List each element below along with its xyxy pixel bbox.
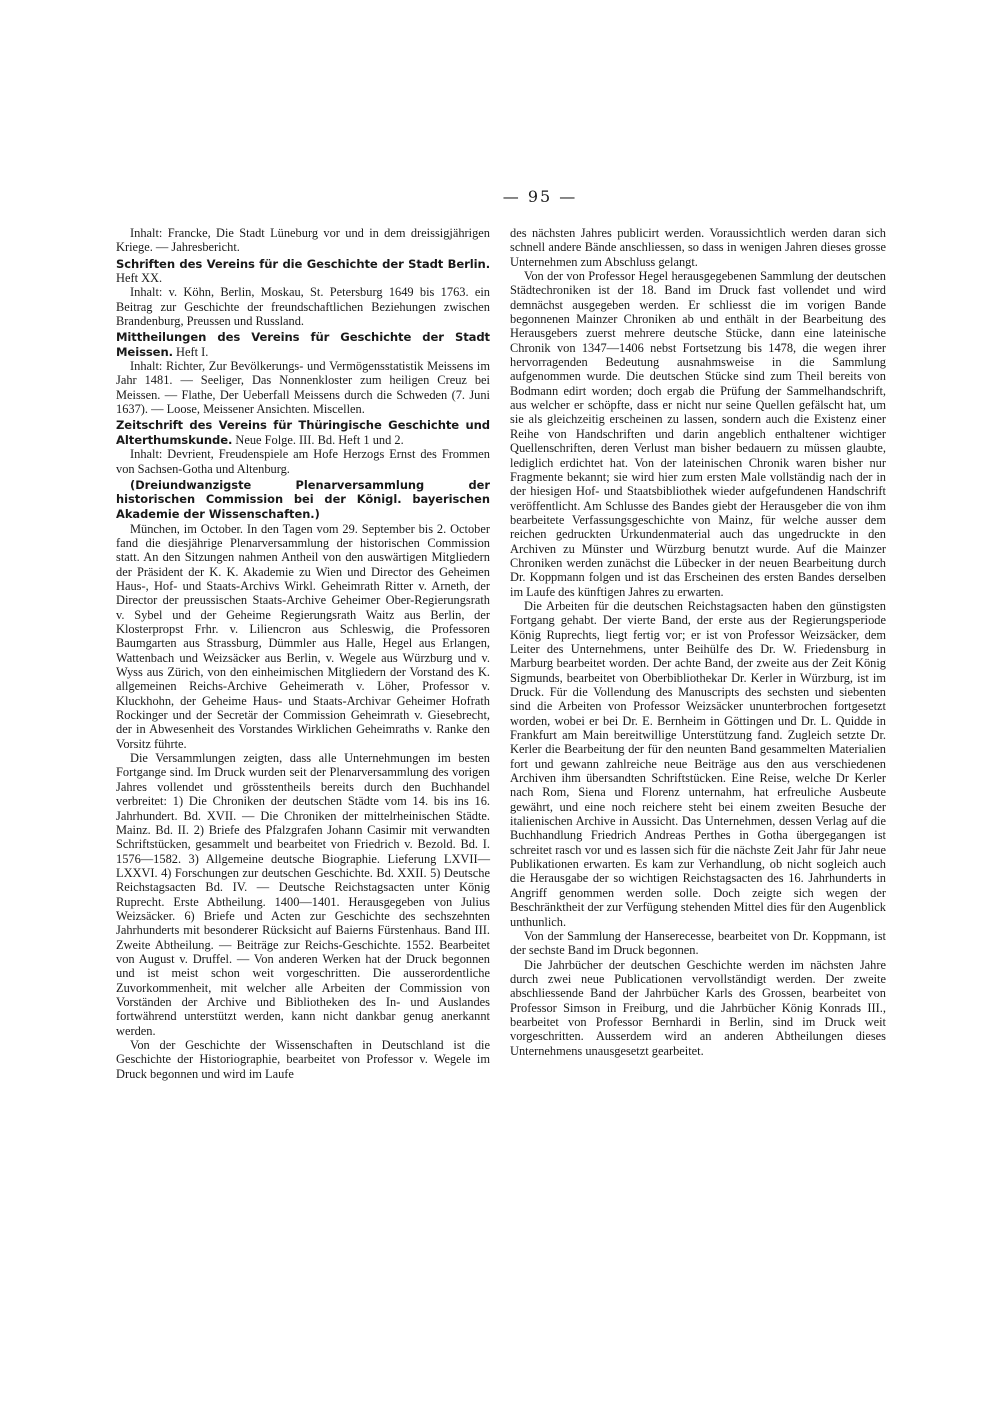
heading-title: Schriften des Vereins für die Geschichte der Stadt Berlin. [116,256,490,271]
page-number: — 95 — [502,187,578,206]
right-column [510,226,886,1058]
heading-detail: Neue Folge. III. Bd. Heft 1 und 2. [232,432,404,447]
paragraph: Inhalt: Devrient, Freudenspiele am Hofe Herzogs Ernst des Frommen von Sachsen-Gotha und Altenburg. [116,447,490,476]
heading-detail: Heft I. [172,344,209,359]
heading-detail: Heft XX. [116,271,163,286]
section-heading [116,257,490,286]
paragraph: Von der Sammlung der Hanserecesse, bearbeitet von Dr. Koppmann, ist der sechste Band im Druck begonnen. [510,928,886,958]
paragraph: Die Jahrbücher der deutschen Geschichte werden im nächsten Jahre durch zwei neue Publicationen vervollständigt werden. Der zweite abschliessende Band der Jahrbücher Karls des Grossen, bearbeitet von Professor Simson in Freiburg, und die Jahrbücher König Konrads III., bearbeitet von Professor Bernhardi in Berlin, sind im Druck weit vorgeschritten. Ausserdem wird an anderen Abtheilungen dieses Unternehmens unausgesetzt gearbeitet. [510,957,886,1058]
paragraph: Von der Geschichte der Wissenschaften in Deutschland ist die Geschichte der Historiographie, bearbeitet von Professor v. Wegele im Druck begonnen und wird im Laufe [116,1038,490,1081]
left-column [116,226,490,1081]
heading-title: Zeitschrift des Vereins für Thüringische Geschichte und Alterthumskunde. [116,418,490,447]
heading-title: Mittheilungen des Vereins für Geschichte der Stadt Meissen. [116,330,490,359]
paragraph: Inhalt: Richter, Zur Bevölkerungs- und Vermögensstatistik Meissens im Jahr 1481. — Seeliger, Das Nonnenkloster zum heiligen Creuz bei Meissen. — Flathe, Der Ueberfall Meissens durch die Schweden (7. Juni 1637). — Loose, Meissener Ansichten. Miscellen. [116,359,490,417]
report-heading: (Dreiundwanzigste Plenarversammlung der historischen Commission bei der Königl. bayerischen Akademie der Wissenschaften.) [116,477,490,522]
paragraph: Inhalt: Francke, Die Stadt Lüneburg vor und in dem dreissigjährigen Kriege. — Jahresbericht. [116,226,490,255]
paragraph: Die Arbeiten für die deutschen Reichstagsacten haben den günstigsten Fortgang gehabt. Der vierte Band, der erste aus der Regierungsperiode König Ruprechts, liegt fertig vor; er ist von Professor Weizsäcker, dem Leiter des Unternehmens, unter Beihülfe des Dr. W. Friedensburg in Marburg bearbeitet worden. Der achte Band, der zweite aus der Zeit König Sigmunds, bearbeitet von Oberbibliothekar Dr. Kerler in Würzburg, ist im Druck. Für die Vollendung des Manuscripts des sechsten und siebenten sind die Arbeiten von Professor Weizsäcker ununterbrochen fortgesetzt worden, wobei er bei Dr. E. Bernheim in Göttingen und Dr. L. Quidde in Frankfurt am Main bereitwillige Unterstützung fand. Zugleich setzte Dr. Kerler die Bearbeitung der für den neunten Band gesammelten Materialien fort und gewann zahlreiche neue Beiträge aus den aus verschiedenen Archiven ihm übersandten Schriftstücken. Eine Reise, welche Dr Kerler nach Rom, Siena und Florenz unternahm, hat erfreuliche Ausbeute gewährt, und eine noch reichere steht bei einem zweiten Besuche der italienischen Archive in Aussicht. Das Unternehmen, dessen Verlag auf die Buchhandlung Friedrich Andreas Perthes in Gotha übergegangen ist schreitet rasch vor und es lassen sich für die nächste Zeit Jahr für Jahr neue Publikationen erwarten. Es kam zur Verhandlung, ob nicht sogleich auch die Herausgabe der so wichtigen Reichstagsacten des 16. Jahrhunderts in Angriff genommen werden solle. Doch zeigte sich wegen der Beschränktheit der zur Verfügung stehenden Mittel dies für den Augenblick unthunlich. [510,598,886,929]
paragraph: Inhalt: v. Köhn, Berlin, Moskau, St. Petersburg 1649 bis 1763. ein Beitrag zur Geschichte der freundschaftlichen Beziehungen zwischen Brandenburg, Preussen und Russland. [116,285,490,329]
paragraph: Von der von Professor Hegel herausgegebenen Sammlung der deutschen Städtechroniken ist der 18. Band im Druck fast vollendet und wird demnächst ausgegeben werden. Er schliesst die im vorigen Bande begonnenen Mainzer Chroniken ab und enthält in der Bearbeitung des Herausgebers zuerst mehrere deutsche Stücke, dann eine lateinische Chronik von 1347—1406 nebst Fortsetzung bis 1478, die wegen ihrer hervorragenden Bedeutung ausnahmsweise in die Sammlung aufgenommen wurde. Die deutschen Stücke sind zum Theil bereits von Bodmann edirt worden; doch ergab die Prüfung der Sammelhandschrift, aus welcher er schöpfte, dass er nicht nur seine Quellen gefälscht hat, um sie als gleichzeitig erscheinen zu lassen, sondern auch die Existenz einer Reihe von Handschriften und darin angeblich enthaltener wichtiger Quellenschriften, deren Verlust man bisher bedauern zu müssen glaubte, lediglich erdichtet hat. Von der lateinischen Chronik waren bisher nur Fragmente bekannt; sie wird hier zum ersten Male vollständig nach der in der hiesigen Hof- und Staatsbibliothek wieder aufgefundenen Handschrift veröffentlicht. Am Schlusse des Bandes giebt der Herausgeber die von ihm bearbeitete Verfassungsgeschichte von Mainz, für welche ausser dem reichen gedruckten Urkundenmaterial auch das ungedruckte in den Archiven zu Münster und Würzburg benutzt wurde. Auf die Mainzer Chroniken werden zunächst die Lübecker in der neuen Bearbeitung durch Dr. Koppmann folgen und ist das Erscheinen des ersten Bandes derselben im Laufe des künftigen Jahres zu erwarten. [510,269,886,599]
section-heading [116,418,490,447]
section-heading [116,330,490,359]
paragraph: Die Versammlungen zeigten, dass alle Unternehmungen im besten Fortgange sind. Im Druck wurden seit der Plenarversammlung des vorigen Jahres vollendet und grösstentheils bereits durch den Buchhandel verbreitet: 1) Die Chroniken der deutschen Städte vom 14. bis ins 16. Jahrhundert. Bd. XVII. — Die Chroniken der mittelrheinischen Städte. Mainz. Bd. II. 2) Briefe des Pfalzgrafen Johann Casimir mit verwandten Schriftstücken, gesammelt und bearbeitet von Friedrich v. Bezold. Bd. I. 1576—1582. 3) Allgemeine deutsche Biographie. Lieferung LXVII—LXXVI. 4) Forschungen zur deutschen Geschichte. Bd. XXII. 5) Deutsche Reichstagsacten Bd. IV. — Deutsche Reichstagsacten unter König Ruprecht. Erste Abtheilung. 1400—1401. Herausgegeben von Julius Weizsäcker. 6) Briefe und Acten zur Geschichte des sechszehnten Jahrhunderts mit besonderer Rücksicht auf Baierns Fürstenhaus. Band III. Zweite Abtheilung. — Beiträge zur Reichs-Geschichte. 1552. Bearbeitet von August v. Druffel. — Von anderen Werken hat der Druck begonnen und ist meist schon weit vorgeschritten. Die ausserordentliche Zuvorkommenheit, mit welcher alle Arbeiten der Commission von Vorständen der Archive und Bibliotheken des In- und Auslandes fortwährend unterstützt werden, kann nicht dankbar genug anerkannt werden. [116,751,490,1038]
paragraph: München, im October. In den Tagen vom 29. September bis 2. October fand die diesjährige Plenarversammlung der historischen Commission statt. An den Sitzungen nahmen Antheil von den auswärtigen Mitgliedern der Präsident der K. K. Akademie zu Wien und Director des Geheimen Haus-, Hof- und Staats-Archivs Wirkl. Geheimrath Ritter v. Arneth, der Director der preussischen Staats-Archive Geheimer Ober-Regierungsrath v. Sybel und der Geheime Regierungsrath Waitz aus Berlin, der Klosterpropst Frhr. v. Liliencron aus Schleswig, die Professoren Baumgarten aus Strassburg, Dümmler aus Halle, Hegel aus Erlangen, Wattenbach und Weizsäcker aus Berlin, v. Wegele aus Würzburg und v. Wyss aus Zürich, von den einheimischen Mitgliedern der Vorstand des K. allgemeinen Reichs-Archive Geheimerath v. Löher, Professor v. Kluckhohn, der Geheime Haus- und Staats-Archivar Geheimer Hofrath Rockinger und der Secretär der Commission Geheimrath v. Giesebrecht, der in Abwesenheit des Vorstandes Wirklichen Geheimraths v. Ranke den Vorsitz führte. [116,521,490,751]
paragraph: des nächsten Jahres publicirt werden. Voraussichtlich werden daran sich schnell andere Bände anschliessen, so dass in wenigen Jahren dieses grosse Unternehmen zum Abschluss gelangt. [510,226,886,269]
